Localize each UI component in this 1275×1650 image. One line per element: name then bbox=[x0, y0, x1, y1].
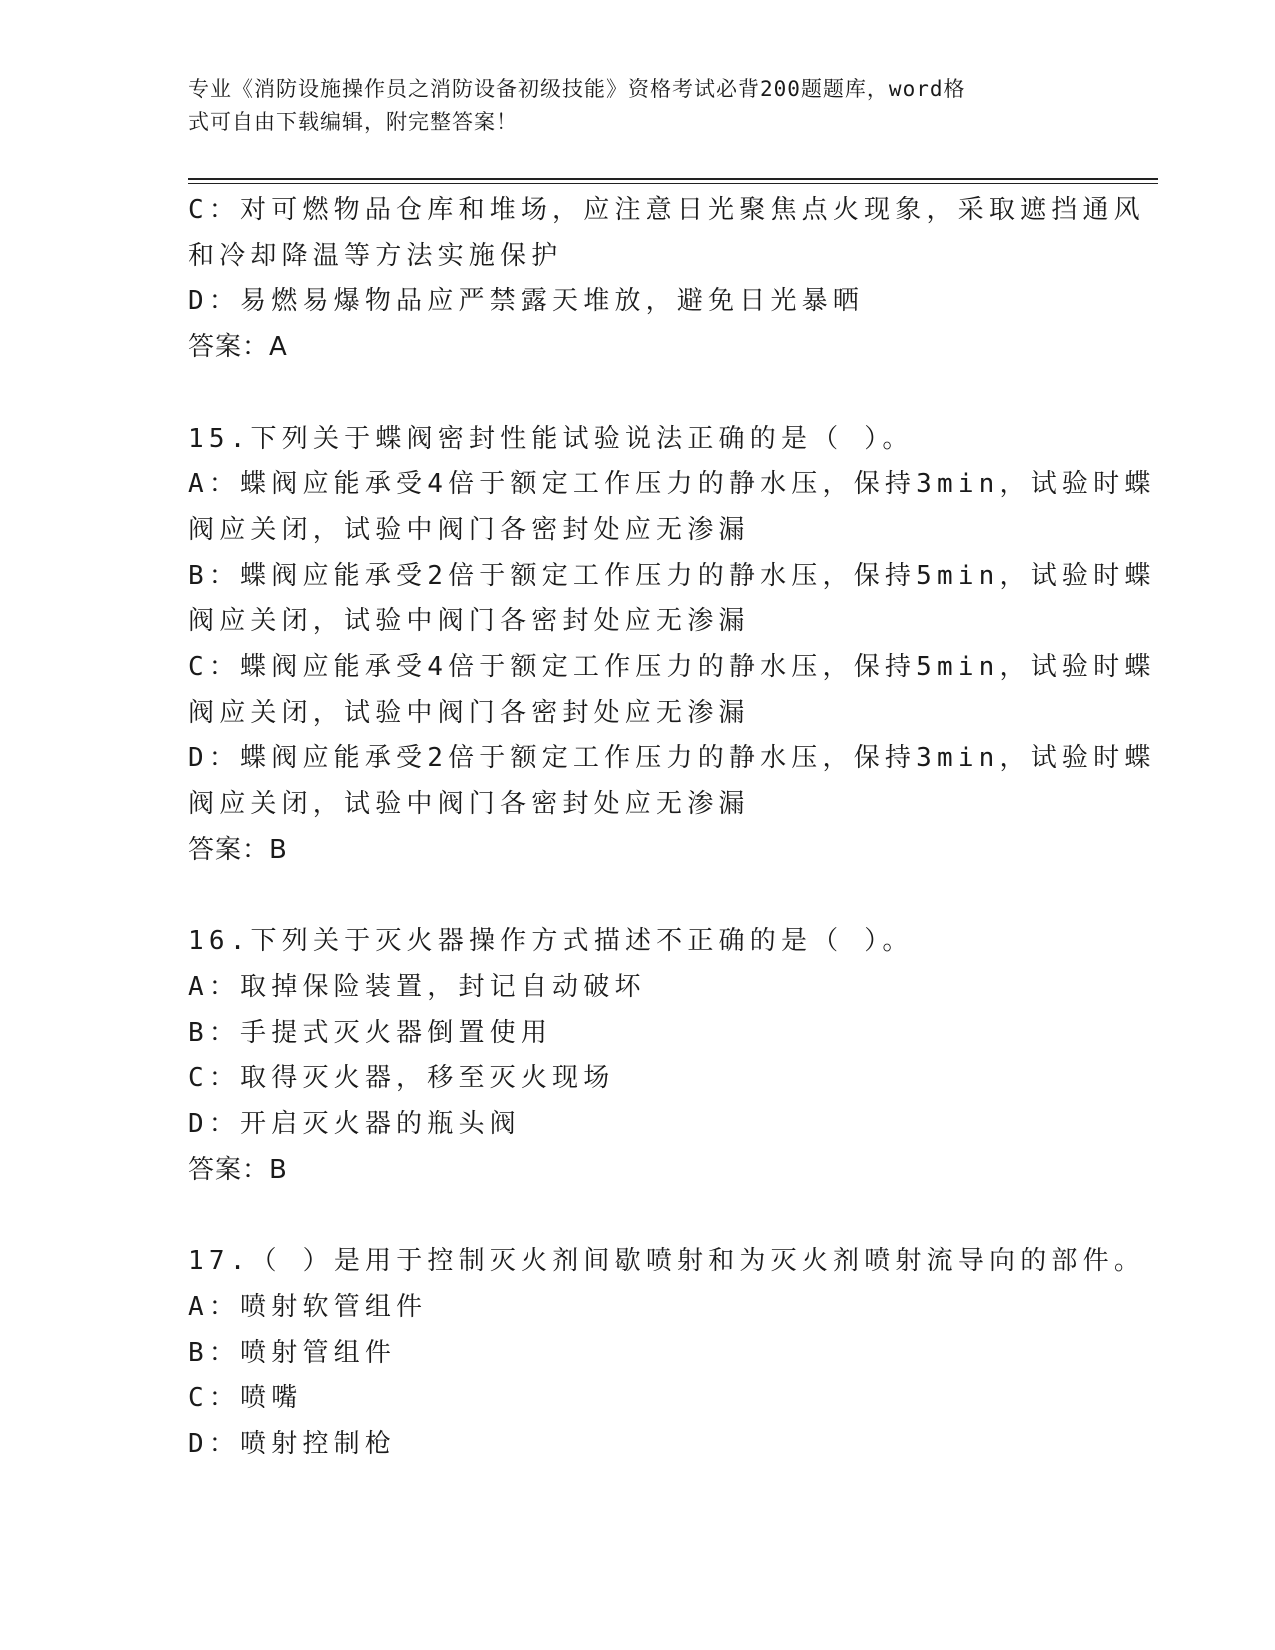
spacer bbox=[188, 371, 1088, 417]
spacer bbox=[188, 1193, 1088, 1239]
option-c: C：对可燃物品仓库和堆场，应注意日光聚焦点火现象，采取遮挡通风 bbox=[188, 195, 1145, 225]
option-c-continued: 阀应关闭，试验中阀门各密封处应无渗漏 bbox=[188, 697, 750, 728]
option-a-continued: 阀应关闭，试验中阀门各密封处应无渗漏 bbox=[188, 514, 750, 545]
option-d: D：喷射控制枪 bbox=[188, 1428, 397, 1459]
option-a: A：取掉保险装置，封记自动破坏 bbox=[188, 971, 646, 1002]
answer: 答案：B bbox=[188, 1154, 288, 1185]
question-text: 17.（ ）是用于控制灭火剂间歇喷射和为灭火剂喷射流导向的部件。 bbox=[188, 1246, 1146, 1277]
option-d: D：开启灭火器的瓶头阀 bbox=[188, 1109, 521, 1140]
header-divider bbox=[188, 178, 1158, 180]
option-d: D：蝶阀应能承受2倍于额定工作压力的静水压，保持3min，试验时蝶 bbox=[188, 743, 1156, 774]
question-text: 16.下列关于灭火器操作方式描述不正确的是（ ）。 bbox=[188, 926, 914, 957]
option-d-continued: 阀应关闭，试验中阀门各密封处应无渗漏 bbox=[188, 789, 750, 820]
option-a: A：蝶阀应能承受4倍于额定工作压力的静水压，保持3min，试验时蝶 bbox=[188, 469, 1156, 500]
header-line-2: 式可自由下载编辑，附完整答案！ bbox=[188, 110, 518, 134]
option-b: B：手提式灭火器倒置使用 bbox=[188, 1017, 553, 1048]
option-a: A：喷射软管组件 bbox=[188, 1291, 428, 1322]
question-14-continued bbox=[188, 188, 1145, 371]
question-text: 15.下列关于蝶阀密封性能试验说法正确的是（ ）。 bbox=[188, 423, 914, 454]
header-divider-thin bbox=[188, 183, 1158, 184]
option-c-continued: 和冷却降温等方法实施保护 bbox=[188, 240, 563, 271]
spacer bbox=[188, 874, 1088, 920]
option-b: B：喷射管组件 bbox=[188, 1337, 397, 1368]
document-header bbox=[188, 73, 1088, 139]
option-d: D：易燃易爆物品应严禁露天堆放，避免日光暴晒 bbox=[188, 286, 865, 317]
option-b: B：蝶阀应能承受2倍于额定工作压力的静水压，保持5min，试验时蝶 bbox=[188, 560, 1156, 591]
document-body bbox=[188, 188, 1156, 1468]
answer: 答案：B bbox=[188, 834, 288, 865]
header-line-1: 专业《消防设施操作员之消防设备初级技能》资格考试必背200题题库，word格 bbox=[188, 77, 966, 101]
option-b-continued: 阀应关闭，试验中阀门各密封处应无渗漏 bbox=[188, 606, 750, 637]
answer: 答案：A bbox=[188, 332, 288, 363]
question-17 bbox=[188, 1239, 1146, 1468]
question-15 bbox=[188, 417, 1156, 874]
option-c: C：蝶阀应能承受4倍于额定工作压力的静水压，保持5min，试验时蝶 bbox=[188, 652, 1156, 683]
question-16 bbox=[188, 919, 1088, 1193]
option-c: C：取得灭火器，移至灭火现场 bbox=[188, 1063, 615, 1094]
option-c: C：喷嘴 bbox=[188, 1383, 303, 1414]
